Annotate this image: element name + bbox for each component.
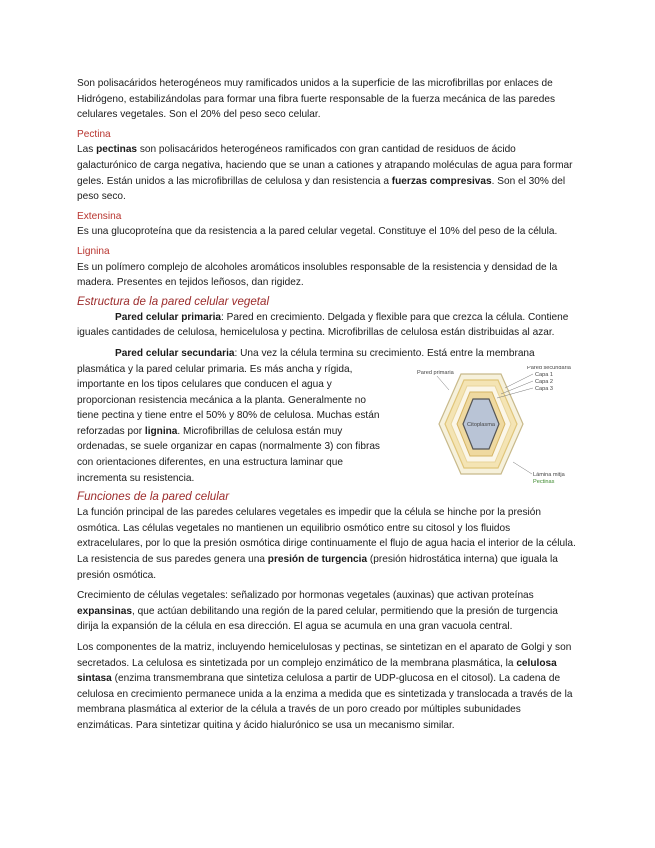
lignina-heading: Lignina <box>77 245 110 257</box>
capa2-label: Capa 2 <box>535 378 554 385</box>
lamina-mitja-label: Lámina mitja <box>533 471 565 478</box>
cell-wall-svg <box>415 366 585 490</box>
pared-secundaria-label: Pared secundaria <box>527 365 571 371</box>
funciones-paragraph-3: Los componentes de la matriz, incluyendo hemicelulosas y pectinas, se sintetizan en el aparato de Golgi y son secretados. La celulosa es sintetizada por un complejo enzimático de la membrana plasmática, la celulosa sintasa (enzima transmembrana que sintetiza celulosa a partir de UDP-glucosa en el citosol). La cadena de celulosa en crecimiento permanece unida a la enzima a medida que es sintetizada y translocada a través de la membrana plasmática al exterior de la célula a través de un poro creado por múltiples subunidades enzimáticas. Para sintetizar quitina y ácido hialurónico se usa un mecanismo similar. <box>77 642 573 731</box>
capa3-label: Capa 3 <box>535 385 554 392</box>
funciones-paragraph-2: Crecimiento de células vegetales: señalizado por hormonas vegetales (auxinas) que activan proteínas expansinas, que actúan debilitando una región de la pared celular, permitiendo que la presión de turgencia dirija la expansión de la célula en esa dirección. El agua se acumula en una gran vacuola central. <box>77 590 558 633</box>
citoplasma-label: Citoplasma <box>467 421 495 428</box>
pared-secundaria-block <box>77 346 577 486</box>
pared-primaria-label: Pared primaria <box>417 369 454 376</box>
lignina-paragraph: Es un polímero complejo de alcoholes aromáticos insolubles responsable de la resistencia y densidad de la madera. Presentes en tejidos leñosos, dan rigidez. <box>77 261 558 289</box>
pared-primaria-paragraph: Pared celular primaria: Pared en crecimiento. Delgada y flexible para que crezca la célula. Contiene iguales cantidades de celulosa, hemicelulosa y pectina. Microfibrillas de celulosa están distribuidas al azar. <box>77 311 569 339</box>
pectinas-label: Pectinas <box>533 478 555 485</box>
estructura-heading: Estructura de la pared celular vegetal <box>77 294 270 308</box>
pectina-heading: Pectina <box>77 128 111 140</box>
capa1-label: Capa 1 <box>535 371 554 378</box>
extensina-paragraph: Es una glucoproteína que da resistencia a la pared celular vegetal. Constituye el 10% del peso de la célula. <box>77 226 558 238</box>
extensina-heading: Extensina <box>77 210 122 222</box>
pectina-paragraph: Las pectinas son polisacáridos heterogéneos ramificados con gran cantidad de residuos de ácido galacturónico de carga negativa, haciendo que se unan a cationes y atrapando moléculas de agua para formar geles. Están unidos a las microfibrillas de celulosa y dan resistencia a fuerzas compresivas. Son el 30% del peso seco. <box>77 144 573 203</box>
cell-wall-diagram <box>415 366 585 490</box>
funciones-heading: Funciones de la pared celular <box>77 490 230 504</box>
intro-paragraph: Son polisacáridos heterogéneos muy ramificados unidos a la superficie de las microfibrillas por enlaces de Hidrógeno, estabilizándolas para formar una fibra fuerte responsable de la fuerza mecánica de las paredes celulares vegetales. Son el 20% del peso seco celular. <box>77 78 556 121</box>
funciones-paragraph-1: La función principal de las paredes celulares vegetales es impedir que la célula se hinche por la presión osmótica. Las células vegetales no mantienen un equilibrio osmótico entre su citosol y los fluidos extracelulares, por lo que la presión osmótica dirige continuamente el flujo de agua hacia el interior de la célula. La resistencia de sus paredes genera una presión de turgencia (presión hidrostática interna) que iguala la presión osmótica. <box>77 507 576 581</box>
document-page <box>77 76 577 734</box>
pared-secundaria-paragraph: plasmática y la pared celular primaria. Es más ancha y rígida, importante en los tipos celulares que conducen el agua y proporcionan resistencia mecánica a la planta. Generalmente no tiene pectina y tiene entre el 50% y 80% de celulosa. Muchas están reforzadas por lignina. Microfibrillas de celulosa están muy ordenadas, se suele organizar en capas (normalmente 3) con fibras con orientaciones diferentes, en una estructura laminar que incrementa su resistencia. <box>77 363 380 484</box>
pared-secundaria-first-line: Pared celular secundaria: Una vez la célula termina su crecimiento. Está entre la membrana <box>115 347 535 359</box>
